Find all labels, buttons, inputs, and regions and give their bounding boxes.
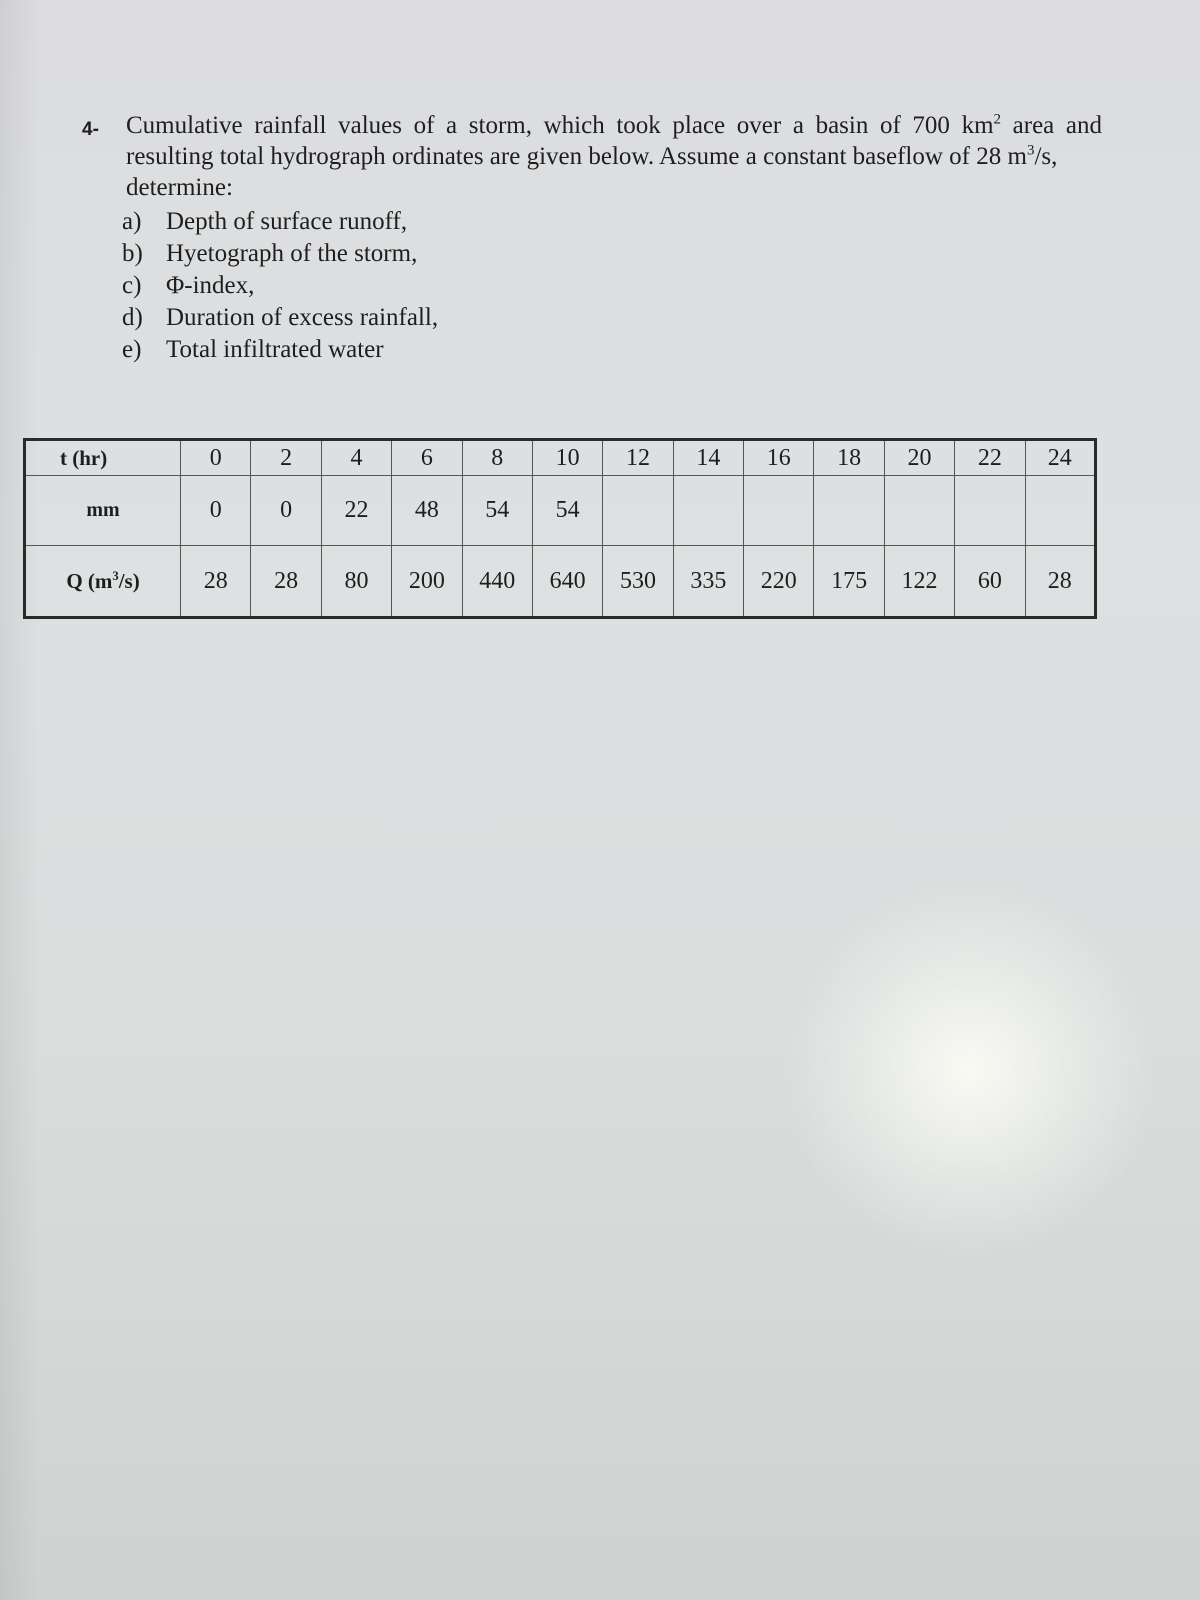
time-cell: 12 [603, 440, 673, 476]
discharge-cell: 220 [744, 546, 814, 618]
item-label: a) [122, 207, 142, 235]
rainfall-cell [1025, 476, 1096, 546]
page-shadow [0, 0, 40, 1600]
discharge-cell: 28 [1025, 546, 1096, 618]
time-cell: 14 [673, 440, 743, 476]
question-number: 4- [82, 119, 99, 140]
light-glare [780, 880, 1160, 1260]
rainfall-cell: 54 [462, 476, 532, 546]
rainfall-cell [884, 476, 954, 546]
discharge-cell: 200 [392, 546, 462, 618]
discharge-header-prefix: Q (m [66, 568, 113, 593]
rainfall-header: mm [25, 476, 181, 546]
time-cell: 4 [321, 440, 391, 476]
rainfall-row [25, 476, 1096, 546]
time-cell: 8 [462, 440, 532, 476]
item-label: c) [122, 271, 142, 299]
discharge-row [25, 546, 1096, 618]
discharge-cell: 335 [673, 546, 743, 618]
question-text [126, 110, 1102, 203]
discharge-header [25, 546, 181, 618]
question-item [122, 333, 1102, 365]
discharge-header-sup: 3 [112, 568, 119, 583]
rainfall-cell: 22 [321, 476, 391, 546]
time-header: t (hr) [25, 440, 181, 476]
question-intro-part3: /s, [1034, 143, 1058, 170]
rainfall-cell [673, 476, 743, 546]
item-text: Depth of surface runoff, [166, 207, 408, 235]
discharge-cell: 530 [603, 546, 673, 618]
item-label: b) [122, 239, 143, 267]
item-label: d) [122, 303, 143, 331]
discharge-cell: 80 [321, 546, 391, 618]
rainfall-cell [603, 476, 673, 546]
item-text: Φ-index, [166, 271, 255, 299]
data-table [23, 438, 1097, 619]
item-text: Duration of excess rainfall, [166, 303, 439, 331]
discharge-cell: 28 [251, 546, 321, 618]
question-intro-part4: determine: [126, 174, 233, 201]
time-cell: 0 [181, 440, 251, 476]
discharge-header-suffix: /s) [118, 568, 140, 593]
time-cell: 10 [532, 440, 602, 476]
item-text: Total infiltrated water [166, 335, 384, 363]
question-intro-part1: Cumulative rainfall values of a storm, which took place over a basin of 700 km [126, 112, 994, 139]
time-cell: 2 [251, 440, 321, 476]
question-item [122, 205, 1102, 237]
rainfall-cell [744, 476, 814, 546]
discharge-cell: 175 [814, 546, 884, 618]
time-cell: 22 [955, 440, 1025, 476]
question-intro-sup2: 3 [1026, 142, 1035, 159]
discharge-cell: 440 [462, 546, 532, 618]
rainfall-cell [814, 476, 884, 546]
time-cell: 6 [392, 440, 462, 476]
item-label: e) [122, 335, 142, 363]
time-cell: 24 [1025, 440, 1096, 476]
discharge-cell: 640 [532, 546, 602, 618]
question-intro-sup1: 2 [993, 111, 1002, 128]
time-cell: 16 [744, 440, 814, 476]
rainfall-cell [955, 476, 1025, 546]
time-cell: 18 [814, 440, 884, 476]
rainfall-cell: 54 [532, 476, 602, 546]
rainfall-cell: 0 [181, 476, 251, 546]
question-items [122, 205, 1102, 365]
question-item [122, 301, 1102, 333]
rainfall-cell: 0 [251, 476, 321, 546]
question-intro-part2: area and resulting total hydrograph ordinates are given below. Assume a constant baseflow of 28 m [126, 112, 1102, 170]
discharge-cell: 28 [181, 546, 251, 618]
question-item [122, 269, 1102, 301]
discharge-cell: 60 [955, 546, 1025, 618]
rainfall-cell: 48 [392, 476, 462, 546]
item-text: Hyetograph of the storm, [166, 239, 418, 267]
question-block [82, 110, 1102, 365]
question-item [122, 237, 1102, 269]
discharge-cell: 122 [884, 546, 954, 618]
time-cell: 20 [884, 440, 954, 476]
time-row [25, 440, 1096, 476]
